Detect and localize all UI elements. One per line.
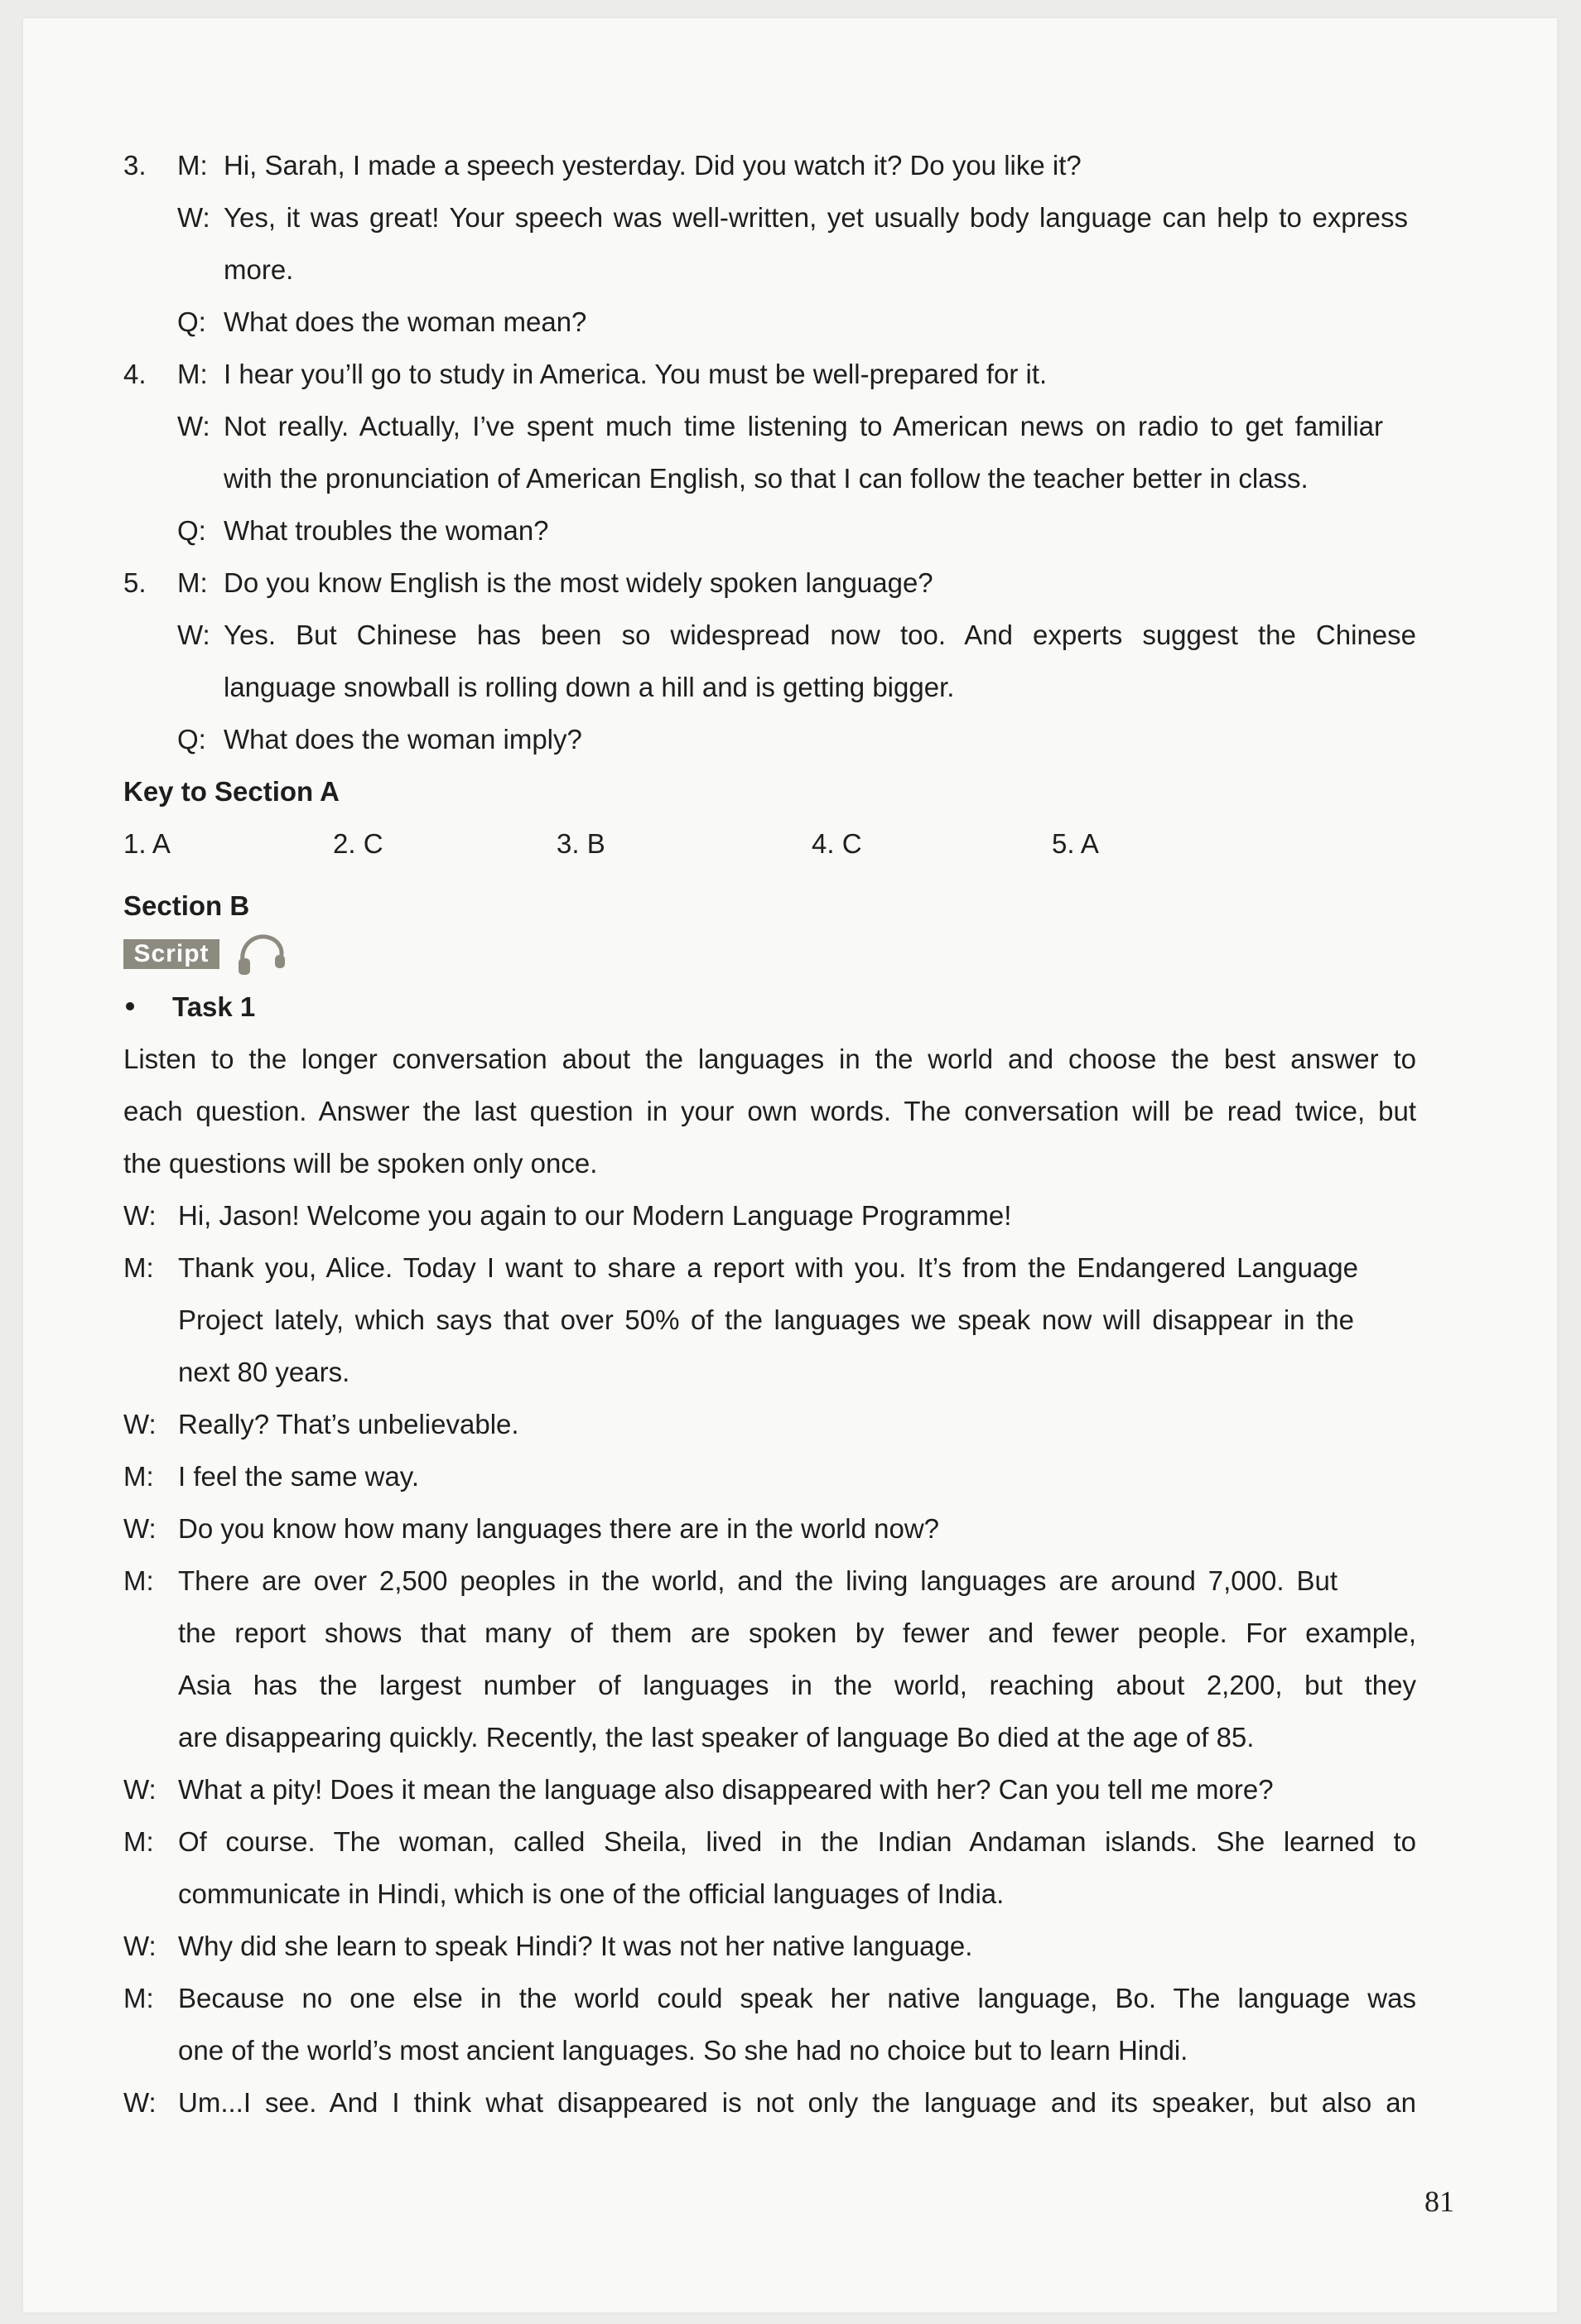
answer-1: 1. A [123, 828, 171, 859]
instruction-line: Listen to the longer conversation about the languages in the world and choose the best answer to [123, 1044, 1416, 1074]
conversation-line: one of the world’s most ancient languages. So she had no choice but to learn Hindi. [178, 2035, 1188, 2066]
instruction-line: each question. Answer the last question in your own words. The conversation will be read twice, but [123, 1096, 1416, 1126]
dialog-line: language snowball is rolling down a hill and is getting bigger. [224, 672, 955, 702]
item-number: 3. [123, 150, 147, 181]
speaker-tag: W: [123, 1513, 157, 1544]
section-b-title: Section B [123, 890, 250, 921]
question-line: What does the woman mean? [224, 306, 587, 337]
question-line: What does the woman imply? [224, 724, 582, 755]
conversation-line: I feel the same way. [178, 1461, 420, 1492]
question-line: What troubles the woman? [224, 515, 549, 546]
dialog-line: I hear you’ll go to study in America. You must be well-prepared for it. [224, 359, 1048, 389]
conversation-line: Thank you, Alice. Today I want to share a report with you. It’s from the Endangered Language [178, 1252, 1358, 1283]
speaker-tag: M: [177, 359, 208, 389]
conversation-line: Really? That’s unbelievable. [178, 1409, 519, 1439]
dialog-line: Yes, it was great! Your speech was well-written, yet usually body language can help to express [224, 202, 1408, 233]
conversation-line: Because no one else in the world could speak her native language, Bo. The language was [178, 1983, 1416, 2013]
task-title: Task 1 [172, 991, 256, 1022]
answer-4: 4. C [812, 828, 862, 859]
speaker-tag: M: [177, 150, 208, 181]
conversation-line: There are over 2,500 peoples in the world, and the living languages are around 7,000. But [178, 1565, 1338, 1596]
speaker-tag: W: [123, 1931, 157, 1961]
speaker-tag: Q: [177, 515, 206, 546]
answer-3: 3. B [557, 828, 605, 859]
script-badge: Script [123, 939, 219, 969]
page-number: 81 [1424, 2185, 1454, 2218]
conversation-line: the report shows that many of them are spoken by fewer and fewer people. For example, [178, 1618, 1416, 1648]
speaker-tag: M: [123, 1983, 154, 2013]
speaker-tag: W: [177, 202, 210, 233]
key-title: Key to Section A [123, 776, 340, 807]
speaker-tag: M: [123, 1252, 154, 1283]
speaker-tag: W: [123, 1774, 157, 1805]
item-number: 5. [123, 567, 147, 598]
conversation-line: Um...I see. And I think what disappeared is not only the language and its speaker, but also an [178, 2087, 1416, 2118]
speaker-tag: Q: [177, 306, 206, 337]
instruction-line: the questions will be spoken only once. [123, 1148, 598, 1179]
speaker-tag: M: [123, 1565, 154, 1596]
conversation-line: Of course. The woman, called Sheila, lived in the Indian Andaman islands. She learned to [178, 1826, 1416, 1857]
speaker-tag: M: [123, 1826, 154, 1857]
speaker-tag: W: [123, 1409, 157, 1439]
conversation-line: Do you know how many languages there are in the world now? [178, 1513, 940, 1544]
conversation-line: Why did she learn to speak Hindi? It was not her native language. [178, 1931, 973, 1961]
headphone-icon [234, 932, 288, 978]
conversation-line: communicate in Hindi, which is one of the official languages of India. [178, 1878, 1005, 1909]
speaker-tag: M: [177, 567, 208, 598]
conversation-line: Project lately, which says that over 50% of the languages we speak now will disappear in the [178, 1304, 1354, 1335]
speaker-tag: W: [123, 1200, 157, 1231]
conversation-line: Hi, Jason! Welcome you again to our Modern Language Programme! [178, 1200, 1012, 1231]
conversation-line: What a pity! Does it mean the language also disappeared with her? Can you tell me more? [178, 1774, 1274, 1805]
speaker-tag: W: [177, 411, 210, 441]
conversation-line: Asia has the largest number of languages in the world, reaching about 2,200, but they [178, 1670, 1416, 1700]
speaker-tag: M: [123, 1461, 154, 1492]
dialog-line: Not really. Actually, I’ve spent much time listening to American news on radio to get familiar [224, 411, 1383, 441]
bullet-icon [126, 1002, 134, 1010]
speaker-tag: Q: [177, 724, 206, 755]
speaker-tag: W: [177, 620, 210, 650]
dialog-line: Do you know English is the most widely spoken language? [224, 567, 933, 598]
speaker-tag: W: [123, 2087, 157, 2118]
answer-2: 2. C [333, 828, 383, 859]
dialog-line: Yes. But Chinese has been so widespread now too. And experts suggest the Chinese [224, 620, 1416, 650]
item-number: 4. [123, 359, 147, 389]
dialog-line: Hi, Sarah, I made a speech yesterday. Did you watch it? Do you like it? [224, 150, 1082, 181]
answer-5: 5. A [1052, 828, 1099, 859]
conversation-line: next 80 years. [178, 1357, 350, 1387]
dialog-line: with the pronunciation of American English, so that I can follow the teacher better in class. [224, 463, 1309, 494]
dialog-line: more. [224, 254, 294, 285]
conversation-line: are disappearing quickly. Recently, the last speaker of language Bo died at the age of 85. [178, 1722, 1255, 1753]
